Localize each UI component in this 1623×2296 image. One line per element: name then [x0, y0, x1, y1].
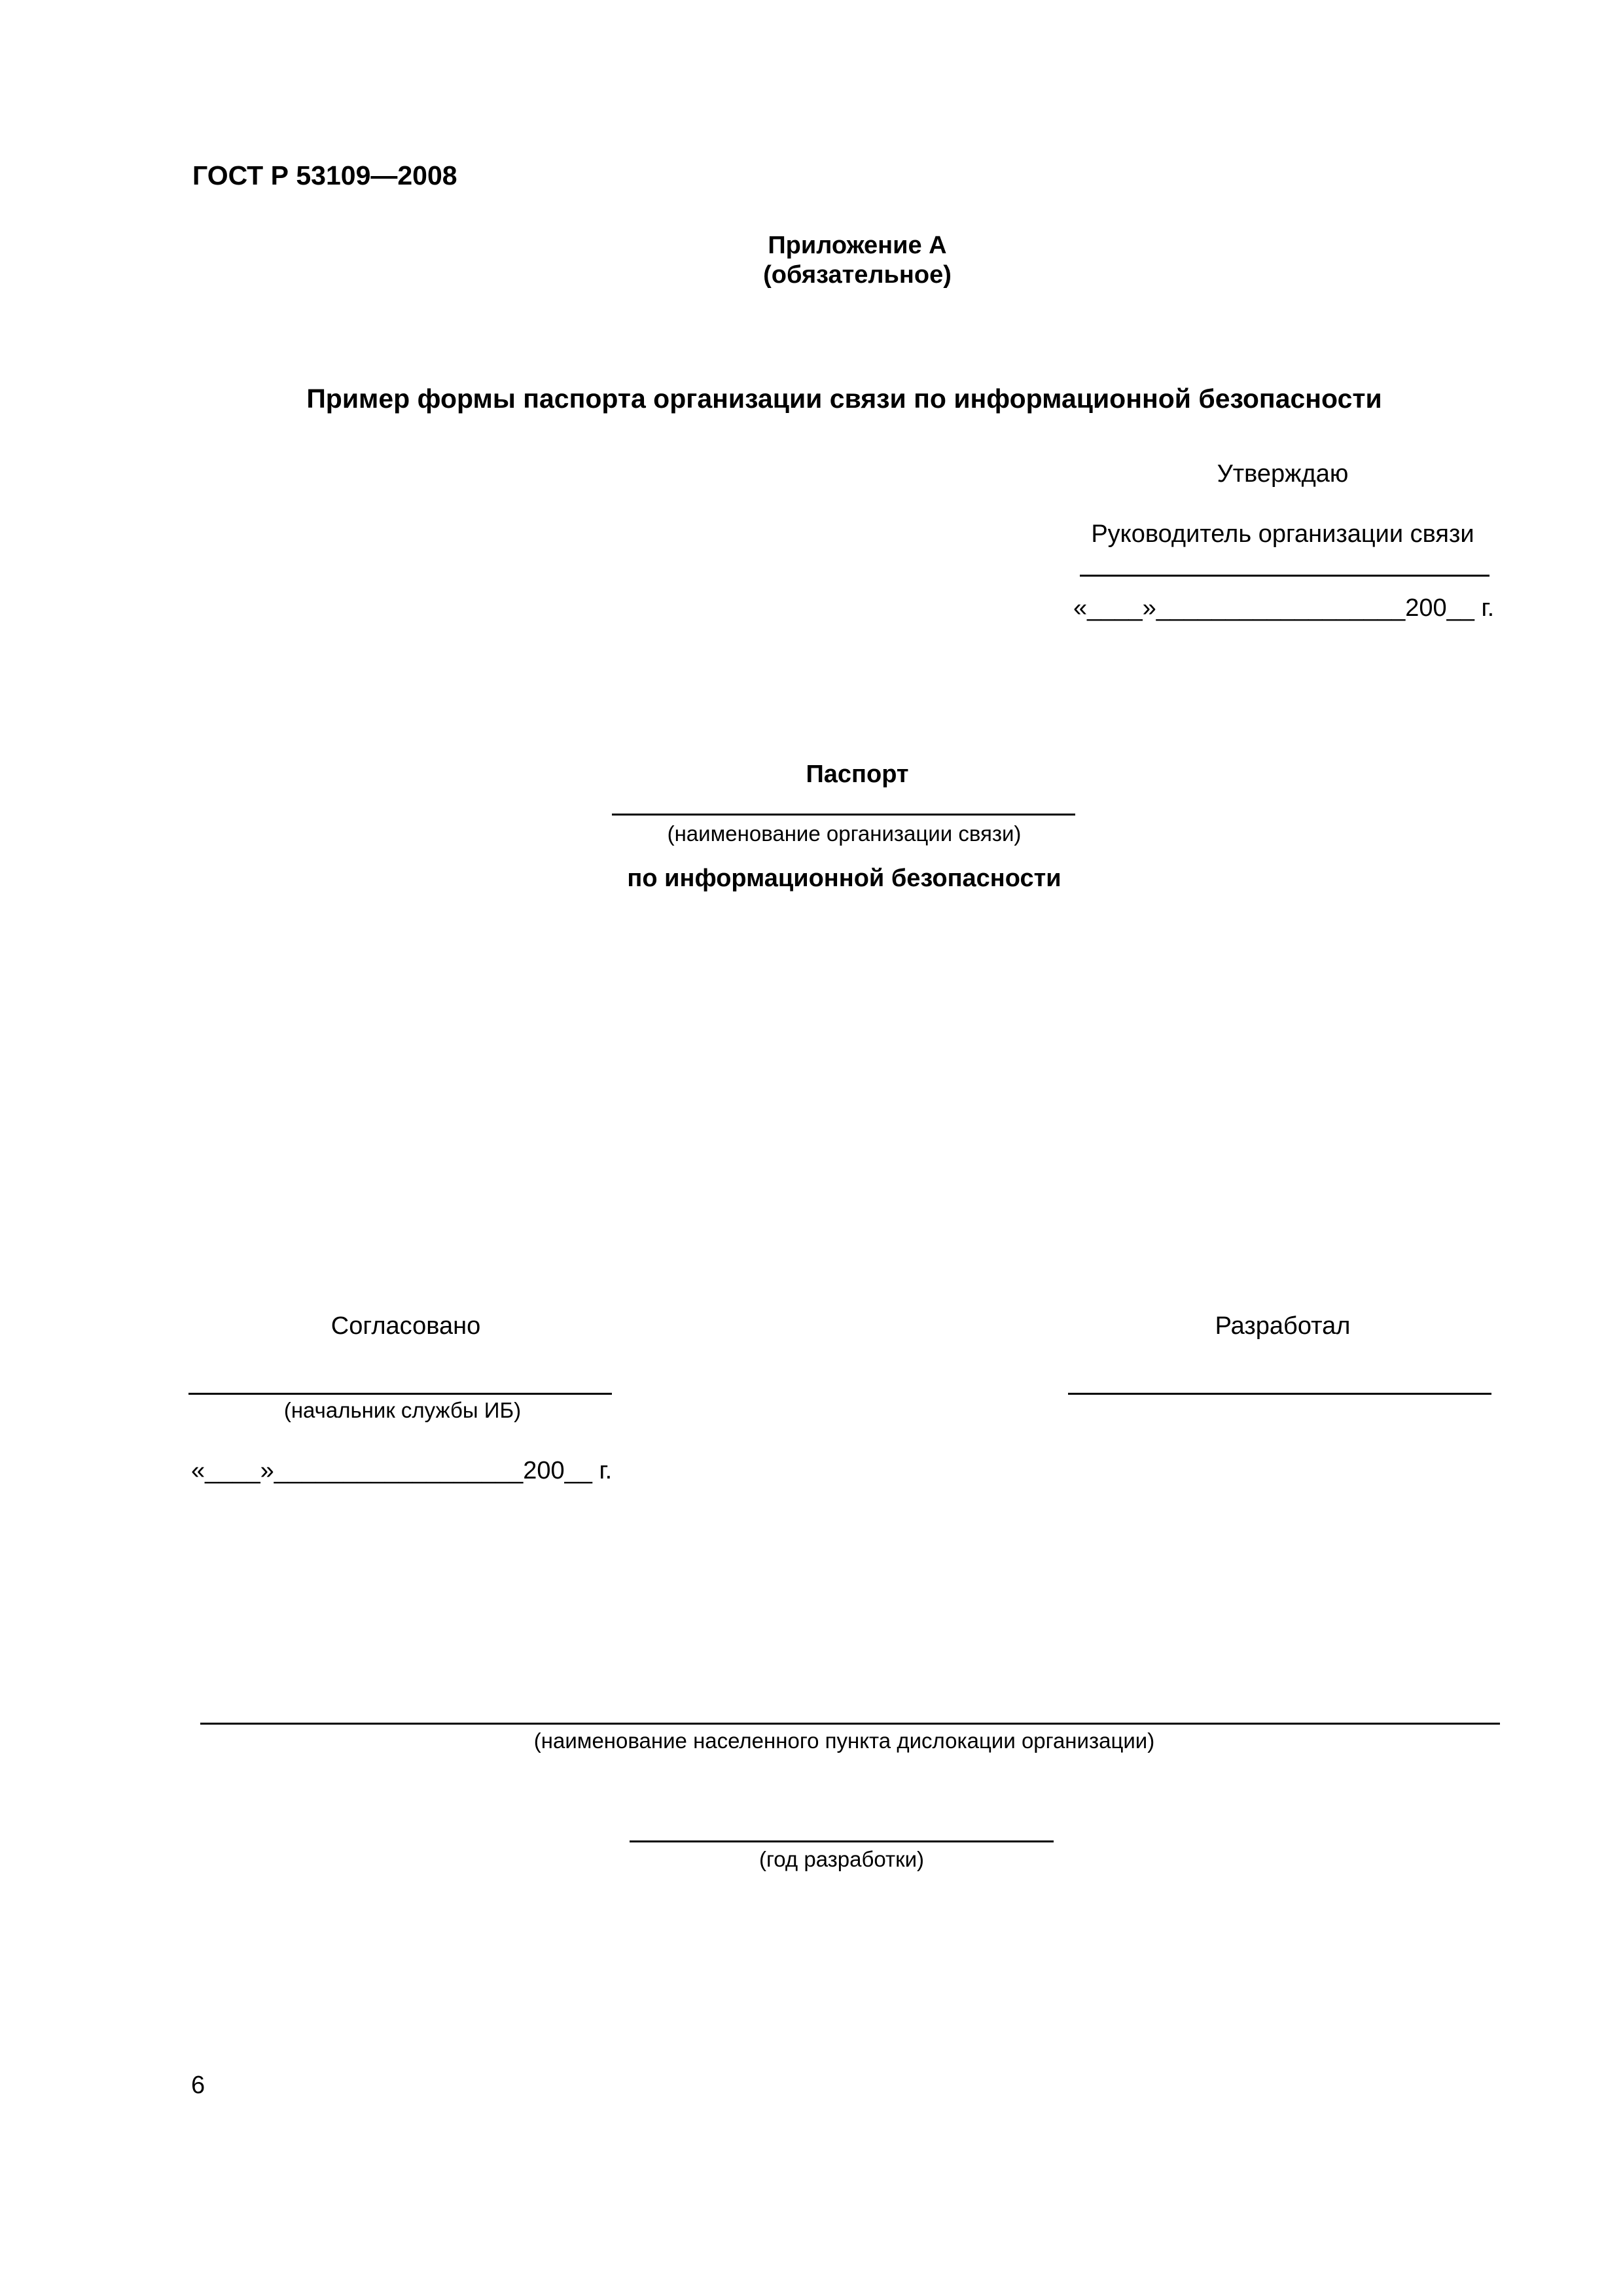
agreed-label: Согласовано	[330, 1312, 481, 1340]
passport-title: Паспорт	[806, 761, 909, 788]
organization-name-caption: (наименование организации связи)	[667, 821, 1022, 846]
year-caption: (год разработки)	[758, 1847, 925, 1871]
main-title: Пример формы паспорта организации связи по информационной безопасности	[306, 384, 1382, 414]
agreed-signer-caption: (начальник службы ИБ)	[283, 1398, 522, 1422]
appendix-title: Приложение А	[768, 232, 947, 259]
approval-date-line: «____»__________________200__ г.	[1073, 594, 1495, 622]
location-line	[200, 1723, 1500, 1725]
year-line	[630, 1840, 1054, 1842]
developed-signature-line	[1068, 1393, 1491, 1395]
page-number: 6	[191, 2072, 205, 2099]
passport-subtitle: по информационной безопасности	[627, 865, 1061, 892]
head-of-organization-label: Руководитель организации связи	[1091, 520, 1474, 548]
head-signature-line	[1080, 575, 1489, 577]
agreed-date-line: «____»__________________200__ г.	[191, 1457, 613, 1484]
organization-name-line	[612, 814, 1075, 816]
developed-label: Разработал	[1215, 1312, 1351, 1340]
location-caption: (наименование населенного пункта дислокации организации)	[533, 1729, 1155, 1753]
appendix-status: (обязательное)	[763, 261, 952, 289]
approve-label: Утверждаю	[1217, 460, 1349, 488]
agreed-signature-line	[188, 1393, 612, 1395]
standard-code-header: ГОСТ Р 53109—2008	[192, 160, 457, 190]
